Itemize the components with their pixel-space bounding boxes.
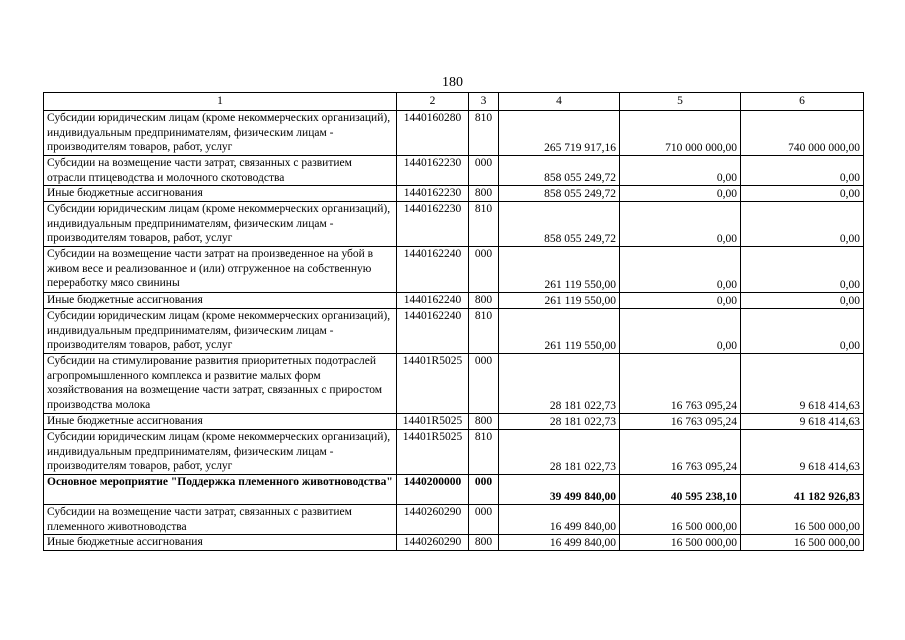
row-name: Субсидии юридическим лицам (кроме некоммерческих организаций), индивидуальным предпринимателям, физическим лицам - производителям товаров, работ, услуг bbox=[44, 202, 397, 247]
row-value-6: 0,00 bbox=[741, 156, 864, 186]
column-header-4: 4 bbox=[499, 93, 620, 111]
row-kind: 000 bbox=[469, 354, 499, 414]
table-row bbox=[44, 430, 864, 475]
row-kind: 800 bbox=[469, 186, 499, 202]
row-value-4: 16 499 840,00 bbox=[499, 535, 620, 551]
row-name: Субсидии на возмещение части затрат, связанных с развитием отрасли птицеводства и молочного скотоводства bbox=[44, 156, 397, 186]
row-name: Иные бюджетные ассигнования bbox=[44, 535, 397, 551]
page-number: 180 bbox=[442, 75, 463, 90]
row-code: 1440162240 bbox=[397, 293, 469, 309]
row-value-6: 9 618 414,63 bbox=[741, 414, 864, 430]
row-value-6: 0,00 bbox=[741, 309, 864, 354]
table-row bbox=[44, 202, 864, 247]
row-value-5: 710 000 000,00 bbox=[620, 111, 741, 156]
row-value-4: 16 499 840,00 bbox=[499, 505, 620, 535]
row-value-5: 16 763 095,24 bbox=[620, 414, 741, 430]
table-row bbox=[44, 293, 864, 309]
table-row-section-total bbox=[44, 475, 864, 505]
row-value-6: 16 500 000,00 bbox=[741, 505, 864, 535]
row-kind: 800 bbox=[469, 535, 499, 551]
column-header-6: 6 bbox=[741, 93, 864, 111]
row-value-5: 16 500 000,00 bbox=[620, 505, 741, 535]
row-value-5: 0,00 bbox=[620, 293, 741, 309]
row-code: 1440162240 bbox=[397, 247, 469, 293]
row-kind: 810 bbox=[469, 430, 499, 475]
row-name: Субсидии на стимулирование развития приоритетных подотраслей агропромышленного комплекса и развитие малых форм хозяйствования на возмещение части затрат, связанных с приростом производства молока bbox=[44, 354, 397, 414]
row-name: Субсидии на возмещение части затрат, связанных с развитием племенного животноводства bbox=[44, 505, 397, 535]
row-value-5: 16 763 095,24 bbox=[620, 354, 741, 414]
row-kind: 000 bbox=[469, 156, 499, 186]
row-value-5: 0,00 bbox=[620, 309, 741, 354]
budget-table bbox=[43, 92, 864, 551]
row-value-4: 261 119 550,00 bbox=[499, 293, 620, 309]
row-value-5: 0,00 bbox=[620, 156, 741, 186]
row-value-6: 0,00 bbox=[741, 186, 864, 202]
row-value-5: 0,00 bbox=[620, 247, 741, 293]
column-number-row bbox=[44, 93, 864, 111]
row-name: Иные бюджетные ассигнования bbox=[44, 293, 397, 309]
row-value-4: 858 055 249,72 bbox=[499, 186, 620, 202]
table-row bbox=[44, 156, 864, 186]
column-header-3: 3 bbox=[469, 93, 499, 111]
row-kind: 000 bbox=[469, 247, 499, 293]
table-row bbox=[44, 309, 864, 354]
column-header-2: 2 bbox=[397, 93, 469, 111]
row-value-6: 16 500 000,00 bbox=[741, 535, 864, 551]
table-row bbox=[44, 505, 864, 535]
row-kind: 810 bbox=[469, 202, 499, 247]
row-code: 1440200000 bbox=[397, 475, 469, 505]
row-code: 14401R5025 bbox=[397, 430, 469, 475]
table-row bbox=[44, 414, 864, 430]
table-row bbox=[44, 247, 864, 293]
row-value-6: 740 000 000,00 bbox=[741, 111, 864, 156]
row-name: Субсидии на возмещение части затрат на произведенное на убой в живом весе и реализованное и (или) отгруженное на собственную переработку мясо свинины bbox=[44, 247, 397, 293]
row-value-4: 261 119 550,00 bbox=[499, 309, 620, 354]
row-value-4: 261 119 550,00 bbox=[499, 247, 620, 293]
row-code: 1440162230 bbox=[397, 186, 469, 202]
row-value-4: 28 181 022,73 bbox=[499, 430, 620, 475]
column-header-5: 5 bbox=[620, 93, 741, 111]
table-row bbox=[44, 535, 864, 551]
row-value-4: 858 055 249,72 bbox=[499, 202, 620, 247]
row-code: 1440260290 bbox=[397, 505, 469, 535]
row-code: 1440260290 bbox=[397, 535, 469, 551]
row-code: 14401R5025 bbox=[397, 414, 469, 430]
row-name: Субсидии юридическим лицам (кроме некоммерческих организаций), индивидуальным предпринимателям, физическим лицам - производителям товаров, работ, услуг bbox=[44, 430, 397, 475]
row-name: Субсидии юридическим лицам (кроме некоммерческих организаций), индивидуальным предпринимателям, физическим лицам - производителям товаров, работ, услуг bbox=[44, 309, 397, 354]
table-row bbox=[44, 354, 864, 414]
row-kind: 800 bbox=[469, 293, 499, 309]
column-header-1: 1 bbox=[44, 93, 397, 111]
row-value-6: 9 618 414,63 bbox=[741, 354, 864, 414]
row-value-4: 28 181 022,73 bbox=[499, 354, 620, 414]
table-row bbox=[44, 111, 864, 156]
row-value-6: 0,00 bbox=[741, 247, 864, 293]
row-kind: 800 bbox=[469, 414, 499, 430]
row-value-4: 858 055 249,72 bbox=[499, 156, 620, 186]
row-value-6: 41 182 926,83 bbox=[741, 475, 864, 505]
row-code: 1440160280 bbox=[397, 111, 469, 156]
row-code: 1440162230 bbox=[397, 156, 469, 186]
row-code: 1440162240 bbox=[397, 309, 469, 354]
row-value-6: 9 618 414,63 bbox=[741, 430, 864, 475]
row-value-6: 0,00 bbox=[741, 202, 864, 247]
row-value-5: 16 500 000,00 bbox=[620, 535, 741, 551]
row-value-6: 0,00 bbox=[741, 293, 864, 309]
row-value-4: 265 719 917,16 bbox=[499, 111, 620, 156]
row-value-4: 28 181 022,73 bbox=[499, 414, 620, 430]
row-kind: 000 bbox=[469, 505, 499, 535]
row-name: Иные бюджетные ассигнования bbox=[44, 414, 397, 430]
table-row bbox=[44, 186, 864, 202]
row-kind: 810 bbox=[469, 111, 499, 156]
row-name: Иные бюджетные ассигнования bbox=[44, 186, 397, 202]
row-name: Основное мероприятие "Поддержка племенного животноводства" bbox=[44, 475, 397, 505]
row-value-5: 40 595 238,10 bbox=[620, 475, 741, 505]
row-kind: 000 bbox=[469, 475, 499, 505]
row-code: 14401R5025 bbox=[397, 354, 469, 414]
row-name: Субсидии юридическим лицам (кроме некоммерческих организаций), индивидуальным предпринимателям, физическим лицам - производителям товаров, работ, услуг bbox=[44, 111, 397, 156]
row-value-5: 16 763 095,24 bbox=[620, 430, 741, 475]
row-value-5: 0,00 bbox=[620, 186, 741, 202]
row-code: 1440162230 bbox=[397, 202, 469, 247]
row-kind: 810 bbox=[469, 309, 499, 354]
row-value-4: 39 499 840,00 bbox=[499, 475, 620, 505]
row-value-5: 0,00 bbox=[620, 202, 741, 247]
